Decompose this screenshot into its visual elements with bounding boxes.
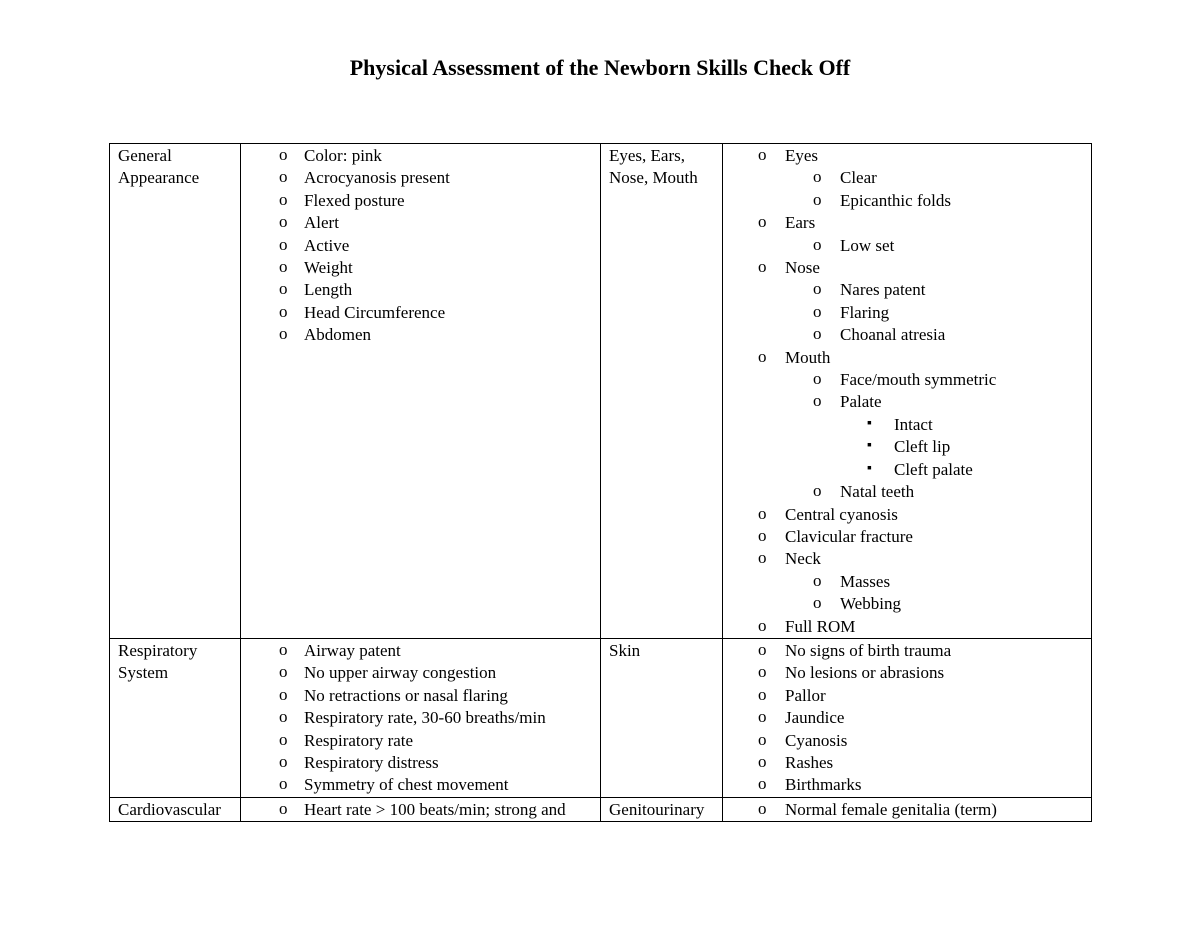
checklist-cell: [723, 144, 1092, 639]
checklist-subsubitem: ▪ Cleft lip: [840, 436, 1083, 458]
checklist-subitem: o Epicanthic folds: [785, 190, 1083, 212]
checklist-item: o Respiratory rate, 30-60 breaths/min: [249, 707, 592, 729]
checklist-item: o Neck o Masses o Webbing: [731, 548, 1083, 615]
checklist-item: o Normal female genitalia (term): [731, 799, 1083, 821]
checklist-subitem: o Masses: [785, 571, 1083, 593]
category-label: Eyes, Ears, Nose, Mouth: [601, 144, 723, 639]
checklist-item: o Respiratory distress: [249, 752, 592, 774]
checklist-item: o Airway patent: [249, 640, 592, 662]
checklist-item: o No signs of birth trauma: [731, 640, 1083, 662]
checklist-item: o No lesions or abrasions: [731, 662, 1083, 684]
checklist-item: o Pallor: [731, 685, 1083, 707]
checklist-item: o Respiratory rate: [249, 730, 592, 752]
category-label: Respiratory System: [110, 638, 241, 797]
checklist-subitem: o Low set: [785, 235, 1083, 257]
checklist-item: o Nose o Nares patent o Flaring o Choanal atresia: [731, 257, 1083, 347]
checklist-item: o Weight: [249, 257, 592, 279]
category-label: Genitourinary: [601, 797, 723, 821]
category-label: Cardiovascular: [110, 797, 241, 821]
checklist-item: o Mouth o Face/mouth symmetric o Palate ▪ Intact ▪ Cleft lip ▪ Cleft palate o Natal teeth: [731, 347, 1083, 504]
checklist-subitem: o Webbing: [785, 593, 1083, 615]
checklist-item: o Length: [249, 279, 592, 301]
checklist-item: o Flexed posture: [249, 190, 592, 212]
assessment-table: [109, 143, 1092, 822]
checklist-item: o Cyanosis: [731, 730, 1083, 752]
checklist-item: o Head Circumference: [249, 302, 592, 324]
checklist-item: o Clavicular fracture: [731, 526, 1083, 548]
checklist-item: o Symmetry of chest movement: [249, 774, 592, 796]
checklist-item: o Ears o Low set: [731, 212, 1083, 257]
checklist-subitem: o Palate ▪ Intact ▪ Cleft lip ▪ Cleft palate: [785, 391, 1083, 481]
checklist-item: o Active: [249, 235, 592, 257]
checklist-item: o Birthmarks: [731, 774, 1083, 796]
checklist-subitem: o Choanal atresia: [785, 324, 1083, 346]
checklist-subsubitem: ▪ Intact: [840, 414, 1083, 436]
checklist-cell: [241, 144, 601, 639]
table-row: [110, 638, 1092, 797]
page-title: Physical Assessment of the Newborn Skills Check Off: [349, 55, 851, 80]
table-row: [110, 797, 1092, 821]
checklist-item: o Acrocyanosis present: [249, 167, 592, 189]
checklist-subitem: o Clear: [785, 167, 1083, 189]
checklist-item: o Full ROM: [731, 616, 1083, 638]
checklist-subitem: o Face/mouth symmetric: [785, 369, 1083, 391]
checklist-cell: [241, 797, 601, 821]
checklist-cell: [723, 797, 1092, 821]
checklist-cell: [241, 638, 601, 797]
category-label: General Appearance: [110, 144, 241, 639]
checklist-item: o Rashes: [731, 752, 1083, 774]
checklist-item: o Heart rate > 100 beats/min; strong and: [249, 799, 592, 821]
checklist-cell: [723, 638, 1092, 797]
category-label: Skin: [601, 638, 723, 797]
checklist-item: o No upper airway congestion: [249, 662, 592, 684]
checklist-subitem: o Flaring: [785, 302, 1083, 324]
table-row: [110, 144, 1092, 639]
checklist-item: o Alert: [249, 212, 592, 234]
checklist-item: o Jaundice: [731, 707, 1083, 729]
checklist-item: o Central cyanosis: [731, 504, 1083, 526]
checklist-item: o Abdomen: [249, 324, 592, 346]
checklist-subsubitem: ▪ Cleft palate: [840, 459, 1083, 481]
checklist-subitem: o Nares patent: [785, 279, 1083, 301]
checklist-item: o No retractions or nasal flaring: [249, 685, 592, 707]
checklist-item: o Eyes o Clear o Epicanthic folds: [731, 145, 1083, 212]
checklist-subitem: o Natal teeth: [785, 481, 1083, 503]
checklist-item: o Color: pink: [249, 145, 592, 167]
